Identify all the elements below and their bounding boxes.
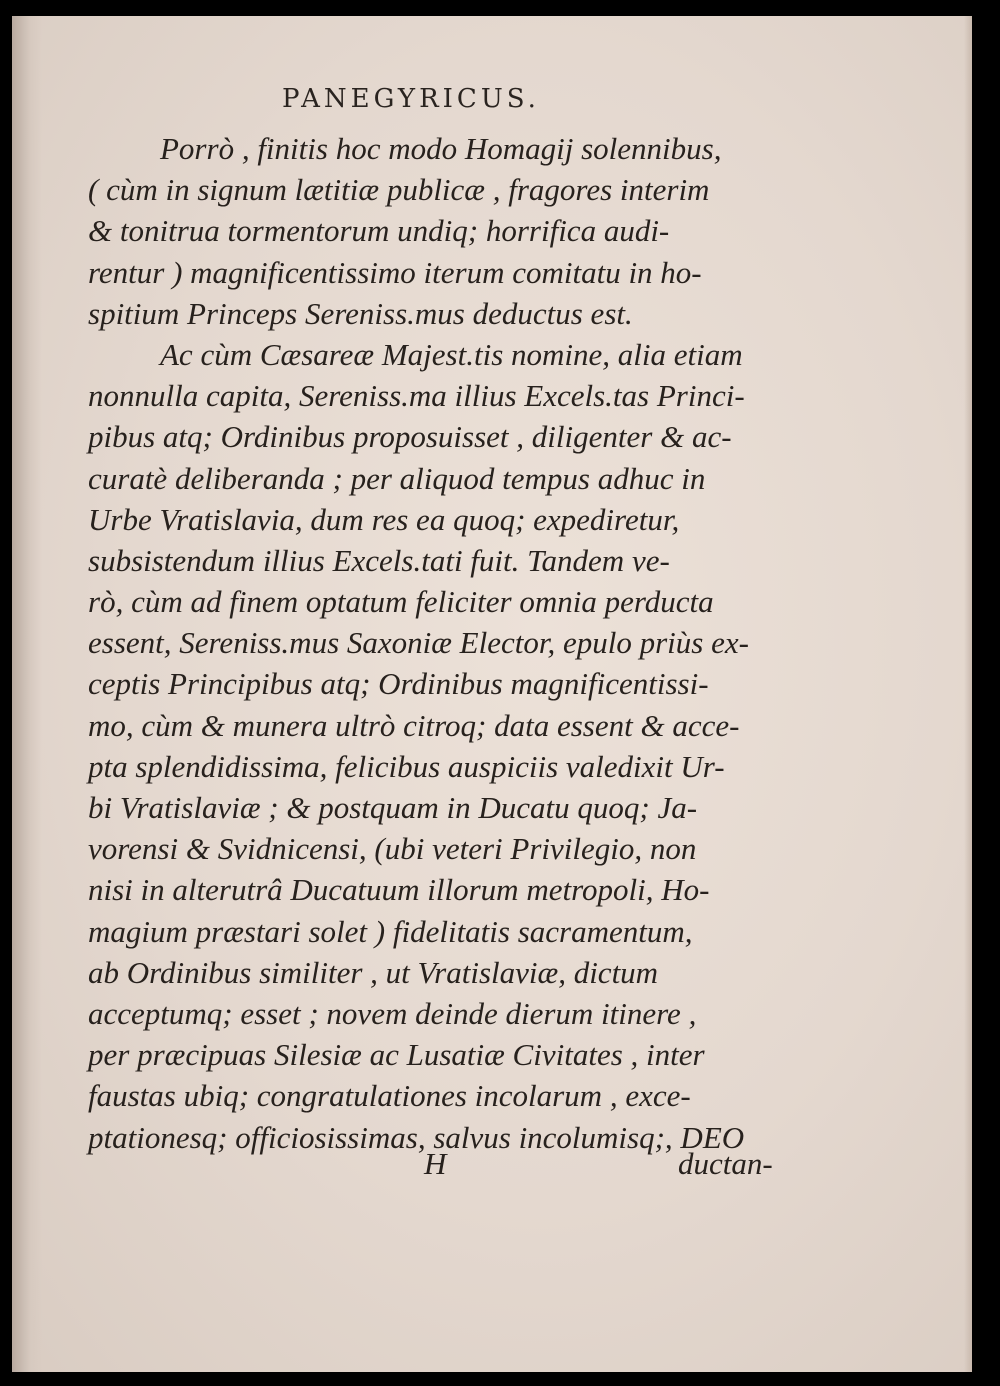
- book-page: [12, 16, 972, 1372]
- text-line: pibus atq; Ordinibus proposuisset , diligenter & ac-: [88, 419, 732, 455]
- body-text: [88, 128, 788, 1158]
- text-line: magium præstari solet ) fidelitatis sacramentum,: [88, 913, 693, 949]
- text-line: ( cùm in signum lætitiæ publicæ , fragores interim: [88, 172, 710, 208]
- text-line: spitium Princeps Sereniss.mus deductus est.: [88, 295, 633, 331]
- text-line: subsistendum illius Excels.tati fuit. Tandem ve-: [88, 542, 670, 578]
- text-line: curatè deliberanda ; per aliquod tempus adhuc in: [88, 460, 706, 496]
- text-line: Porrò , finitis hoc modo Homagij solennibus,: [160, 131, 722, 166]
- page-edge: [964, 16, 972, 1372]
- signature-mark: H: [424, 1146, 447, 1181]
- catchword: ductan-: [678, 1146, 773, 1181]
- text-line: faustas ubiq; congratulationes incolarum , exce-: [88, 1078, 691, 1114]
- binding-gutter-shadow: [12, 16, 42, 1372]
- text-line: nisi in alterutrâ Ducatuum illorum metropoli, Ho-: [88, 872, 710, 908]
- text-line: essent, Sereniss.mus Saxoniæ Elector, epulo priùs ex-: [88, 625, 749, 661]
- text-line: Ac cùm Cæsareæ Majest.tis nomine, alia etiam: [160, 336, 743, 372]
- text-line: ptationesq; officiosissimas, salvus incolumisq;, DEO: [88, 1119, 745, 1155]
- text-line: Urbe Vratislavia, dum res ea quoq; expediretur,: [88, 501, 680, 537]
- text-line: mo, cùm & munera ultrò citroq; data essent & acce-: [88, 707, 740, 743]
- text-line: bi Vratislaviæ ; & postquam in Ducatu quoq; Ja-: [88, 790, 698, 825]
- running-header: PANEGYRICUS.: [282, 84, 540, 114]
- text-line: rentur ) magnificentissimo iterum comitatu in ho-: [88, 254, 702, 290]
- text-line: per præcipuas Silesiæ ac Lusatiæ Civitates , inter: [88, 1037, 705, 1073]
- text-line: rò, cùm ad finem optatum feliciter omnia perducta: [88, 584, 714, 620]
- text-line: ceptis Principibus atq; Ordinibus magnificentissi-: [88, 666, 709, 702]
- text-line: vorensi & Svidnicensi, (ubi veteri Privilegio, non: [88, 831, 697, 867]
- text-line: nonnulla capita, Sereniss.ma illius Excels.tas Princi-: [88, 378, 745, 414]
- text-line: ab Ordinibus similiter , ut Vratislaviæ, dictum: [88, 954, 659, 990]
- text-line: acceptumq; esset ; novem deinde dierum itinere ,: [88, 995, 697, 1031]
- text-line: pta splendidissima, felicibus auspiciis valedixit Ur-: [88, 748, 725, 784]
- text-line: & tonitrua tormentorum undiq; horrifica audi-: [88, 213, 670, 249]
